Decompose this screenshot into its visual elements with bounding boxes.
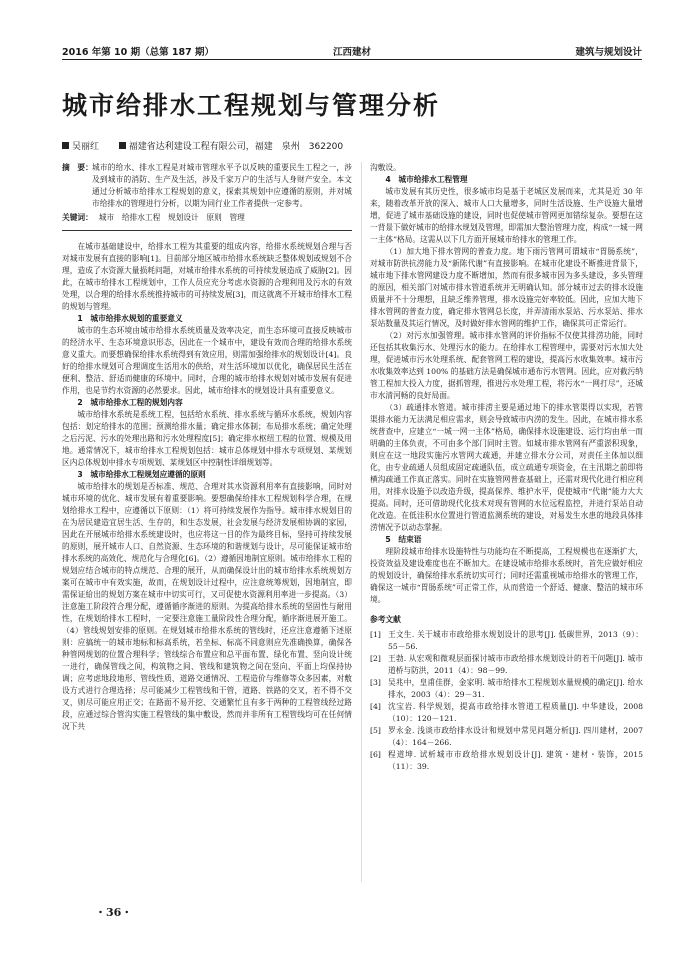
intro-paragraph: 在城市基础建设中，给排水工程为其重要的组成内容，给排水系统规划合理与否对城市发展有直接的影响[1]。目前部分地区城市给排水系统缺乏整体规划或规划不合理，造成了水资源大量损耗问题，对城市给排水系统的可持续发展造成了威胁[2]。因此，在城市给排水工程规划中，工作人员应充分考虑水资源的合理利用及污水的有效处理，以合理的给排水系统推持城市的可持续发展[3]，而这就离不开城市给排水工程的规划与管理。	[62, 242, 352, 311]
reference-text: 吴兆中，皇甫佳群，金家明. 城市给排水工程规划水量规模的确定[J]. 给水排水，2003（4）：29－31.	[388, 678, 643, 699]
section-4-paragraph: （3）疏通排水管道。城市排涝主要是通过地下的排水管渠得以实现，若管渠排水能力无法满足相应需求，则会导致城市内涝的发生。因此，在城市排水系统普查中，应建立“一城一网一主体”格局，确保排水设施建设、运行均由单一而明确的主体负责，不可由多个部门同时主管。如城市排水管网有严重淤积现象，则应在这一地段实施污水管网大疏通，并建立排水分公司，对责任主体加以细化，由专业疏通人员组成固定疏通队伍，成立疏通专项资金，在主汛期之前即将横沟疏通工作真正落实。同时在实施管网普查基础上，还需对现代化进行相应利用，对排水设施予以改造升级，提高保养、维护水平，促使城市“代谢”能力大大提高。同时，还可借助现代化技术对现有管网的水位远程监控，并进行泵站自动化改造。在低洼积水位置进行管道监测系统的建设，对易发生水患的地段具体排涝情况予以动态掌握。	[370, 403, 643, 532]
abstract	[62, 162, 352, 210]
section-5-title: 5 结束语	[385, 535, 422, 544]
abstract-label: 摘 要：	[62, 163, 93, 172]
section-4-paragraph: （2）对污水加强管理。城市排水管网的评价指标不仅使其排涝功能，同时还包括其收集污水、处理污水的能力。在给排水工程管理中，需要对污水加大处理，促进城市污水处理系统、配套管网工程的建设，提高污水收集效率。城市污水收集效率达到 100% 的基础方法是确保城市通布污水管网。因此，应对截污纳管工程加大投入力度，据抓管理，推进污水处理工程，将污水“一网打尽”，还城市水清河畅的良好局面。	[370, 331, 643, 400]
section-1-title: 1 城市给排水规划的重要意义	[77, 314, 183, 323]
keywords	[62, 212, 352, 224]
reference-item	[370, 629, 643, 653]
section-4-paragraph: 城市发展有其历史性，很多城市均是基于老城区发展而来，尤其是近 30 年来，随着改革开放的深入、城市人口大量增多，同时生活设施、生产设施大量增增，促进了城市基础设施的建设，同时也促使城市管网更加错综复杂。要想在这一背景下做好城市的给排水规划及管理，即需加大整治管理力度，构成“一城一网一主体”格局。这需从以下几方面开展城市给排水的管理工作。	[370, 187, 643, 244]
section-3-body: 城市给排水的规划是否标准、规范、合理对其水资源利用率有直接影响，同时对城市环境的优化、城市发展有着重要影响。要想确保给排水工程规划科学合理，在规划给排水工程中，应遵循以下原则：（1）将可持续发展作为指导。城市排水规划目的在为居民建造宜居生活、生存的，和生态发展，社会发展与经济发展相协调的家园，因此在开展城市给排水系统建设时，也应将这一目的作为最终目标，坚持可持续发展的原则，展开城市人口、自然资源、生态环境的和谐规划与设计，尽可能保证城市给排水系统的高效化、规范化与合理化[6]。（2）遵循因地制宜原则。城市给排水工程的规划应结合城市的特点规范、合理的展开，从而确保设计出的城市给排水系统规划方案可在城市中有效实施，故而，在规划设计过程中，应注意统筹规划，因地制宜，即需保证給出的规划方案在城市中切实可行，又可促使水资源利用率进一步提高。（3）注意施工阶段符合理分配，遵循循序渐进的原则。为提高给排水系统的坚固性与耐用性，在规划给排水工程时，一定要注意施工量阶段性合理分配，循序渐进展开施工。（4）管线规划安排的原则。在规划城市给排水系统的管线时，还应注意遵循下述原则：应搞统一的城市地标和标高系统，若坐标、标高不同意则应先准确换算，确保各种管网规划的位置合理科学；管线综合布置应和总平面布置、绿化布置、竖向设计统一进行，确保管线之间，构筑物之间、管线和建筑物之间在竖向、平面上均保持协调；应考虑地段地形、管线性质、道路交通情况、工程造价与维修等众多因素，对敷设方式进行合理选择；尽可能减少工程管线和干管，道路、铁路的交叉，若不得不交叉，则尽可能应用正交；在路面不易开挖、交通繁忙且有多于两种的工程管线经过路段，应通过综合管沟实施工程管线的集中敷设，然而并非所有工程管线均可在任何情况下共	[62, 482, 352, 731]
reference-item	[370, 701, 643, 725]
reference-text: 程道坤. 试析城市市政给排水规划设计[J]. 建筑・建材・装饰，2015（11）：39.	[388, 750, 643, 771]
reference-number: [6]	[370, 750, 381, 759]
abstract-text: 城市的给水、排水工程是对城市管理水平予以反映的重要民生工程之一，涉及到城市的消防、生产及生活，涉及千家万户的生活与人身财产安全。本文通过分析城市给排水工程规划的意义，探索其规划中应遵循的原则，并对城市给排水的管理进行分析，以期为同行业工作者提供一定参考。	[92, 163, 352, 208]
section-5-body: 理阶段城市给排水设施特性与功能均在不断提高，工程规模也在逐渐扩大，投资效益及建设难度也在不断加大。在建设城市给排水系统时，首先应做好相应的规划设计，确保给排水系统切实可行；同时还需重视城市给排水的管理工作，确保这一城市“胃肠系统”可正常工作，从而营造一个舒适、健康、整洁的城市环境。	[370, 547, 643, 604]
column-divider	[361, 162, 362, 882]
reference-text: 沈宝岩. 科学规划，提高市政给排水管道工程质量[J]. 中华建设，2008（10）：120－121.	[388, 702, 643, 723]
reference-number: [4]	[370, 702, 381, 711]
reference-number: [2]	[370, 654, 381, 663]
section-3-title: 3 城市给排水工程规划应遵循的原则	[77, 470, 206, 479]
abstract-rule	[62, 230, 352, 231]
reference-text: 罗永金. 浅谈市政给排水设计和规划中常见问题分析[J]. 四川建材，2007（4）：164－266.	[388, 726, 643, 747]
reference-item	[370, 677, 643, 701]
section-4-title: 4 城市给排水工程管理	[385, 175, 468, 184]
left-column	[62, 162, 352, 733]
reference-item	[370, 725, 643, 749]
section-2-title: 2 城市给排水工程的规划内容	[77, 398, 183, 407]
right-column	[370, 162, 643, 773]
reference-item	[370, 653, 643, 677]
header-rule	[62, 59, 642, 60]
column-name: 建筑与规划设计	[575, 47, 642, 58]
reference-number: [3]	[370, 678, 381, 687]
reference-number: [1]	[370, 630, 381, 639]
section-2-body: 城市给排水系统是系统工程，包括给水系统、排水系统与循环水系统，规划内容包括：划定给排水的范围；预测给排水量；确定排水体制；布局排水系统；确定处理之后污泥、污水的处理出路和污水处理程度[5]；确定排水枢纽工程的位置、规模及用地。通常情况下，城市给排水工程规划包括：城市总体规划中排水专项规划、某规划区内总体规划中排水专项规划、某规划区中控制性详细规划等。	[62, 410, 352, 467]
continued-text: 沟敷设。	[370, 163, 401, 172]
issue-info: 2016 年第 10 期（总第 187 期）	[62, 47, 215, 58]
author-line	[62, 139, 343, 152]
page-number: ・36・	[95, 906, 133, 919]
keywords-list: 城市 给排水工程 规划设计 原则 管理	[98, 213, 245, 222]
running-header	[62, 44, 642, 58]
reference-number: [5]	[370, 726, 381, 735]
reference-text: 王勃. 从宏观和微观层面探讨城市市政给排水规划设计的若干问题[J]. 城市道桥与防洪，2011（4）：98－99.	[388, 654, 643, 675]
reference-text: 王文生. 关于城市市政给排水规划设计的思考[J]. 低碳世界，2013（9）：55－56.	[388, 630, 643, 651]
square-bullet-icon	[62, 142, 69, 149]
references-title: 参考文献	[370, 615, 401, 624]
keywords-label: 关键词：	[62, 213, 93, 222]
author-names: 吴丽红	[72, 142, 100, 152]
section-4-paragraph: （1）加大地下排水管网的普查力度。地下雨污管网可谓城市“胃肠系统”，对城市防洪抗涝能力及“新陈代谢”有直接影响。在城市化建设不断推进背景下，城市地下排水管网建设力度不断增加，然而有很多城市因为多头建设，多头管理的原因，相关部门对城市排水管道系统并无明确认知。部分城市过去的排水设施质量并不十分理想，且缺乏维养管理，排水设施完好率较低。因此，应加大地下排水管网的普查力度，确定排水管网总长度，并弄清雨水泵站、污水泵站、排水泵站数量及其运行情况，及时做好排水管网的维护工作，确保其可正常运行。	[370, 247, 643, 328]
paper-title: 城市给排水工程规划与管理分析	[62, 91, 441, 120]
reference-item	[370, 749, 643, 773]
reference-list	[370, 629, 643, 773]
journal-name: 江西建材	[332, 47, 371, 58]
square-bullet-icon	[119, 142, 126, 149]
author-affiliation: 福建省达利建设工程有限公司，福建 泉州 362200	[128, 142, 344, 152]
section-1-body: 城市的生态环境由城市给排水系统质量及效率决定，而生态环境可直接反映城市的经济水平、生态环境意识形态，因此在一个城市中，建设有效而合理的给排水系统意义重大。而要想确保给排水系统得到有效应用，则需加强给排水的规划设计[4]。良好的给排水规划可合理调度生活用水的供给，对生活环境加以优化，确保居民生活在便利、整洁、舒适而健康的环境中。同时，合理的城市给排水规划对城市发展有促进作用，也是节约水资源的必然要求。因此，城市给排水的规划设计具有重要意义。	[62, 326, 352, 395]
